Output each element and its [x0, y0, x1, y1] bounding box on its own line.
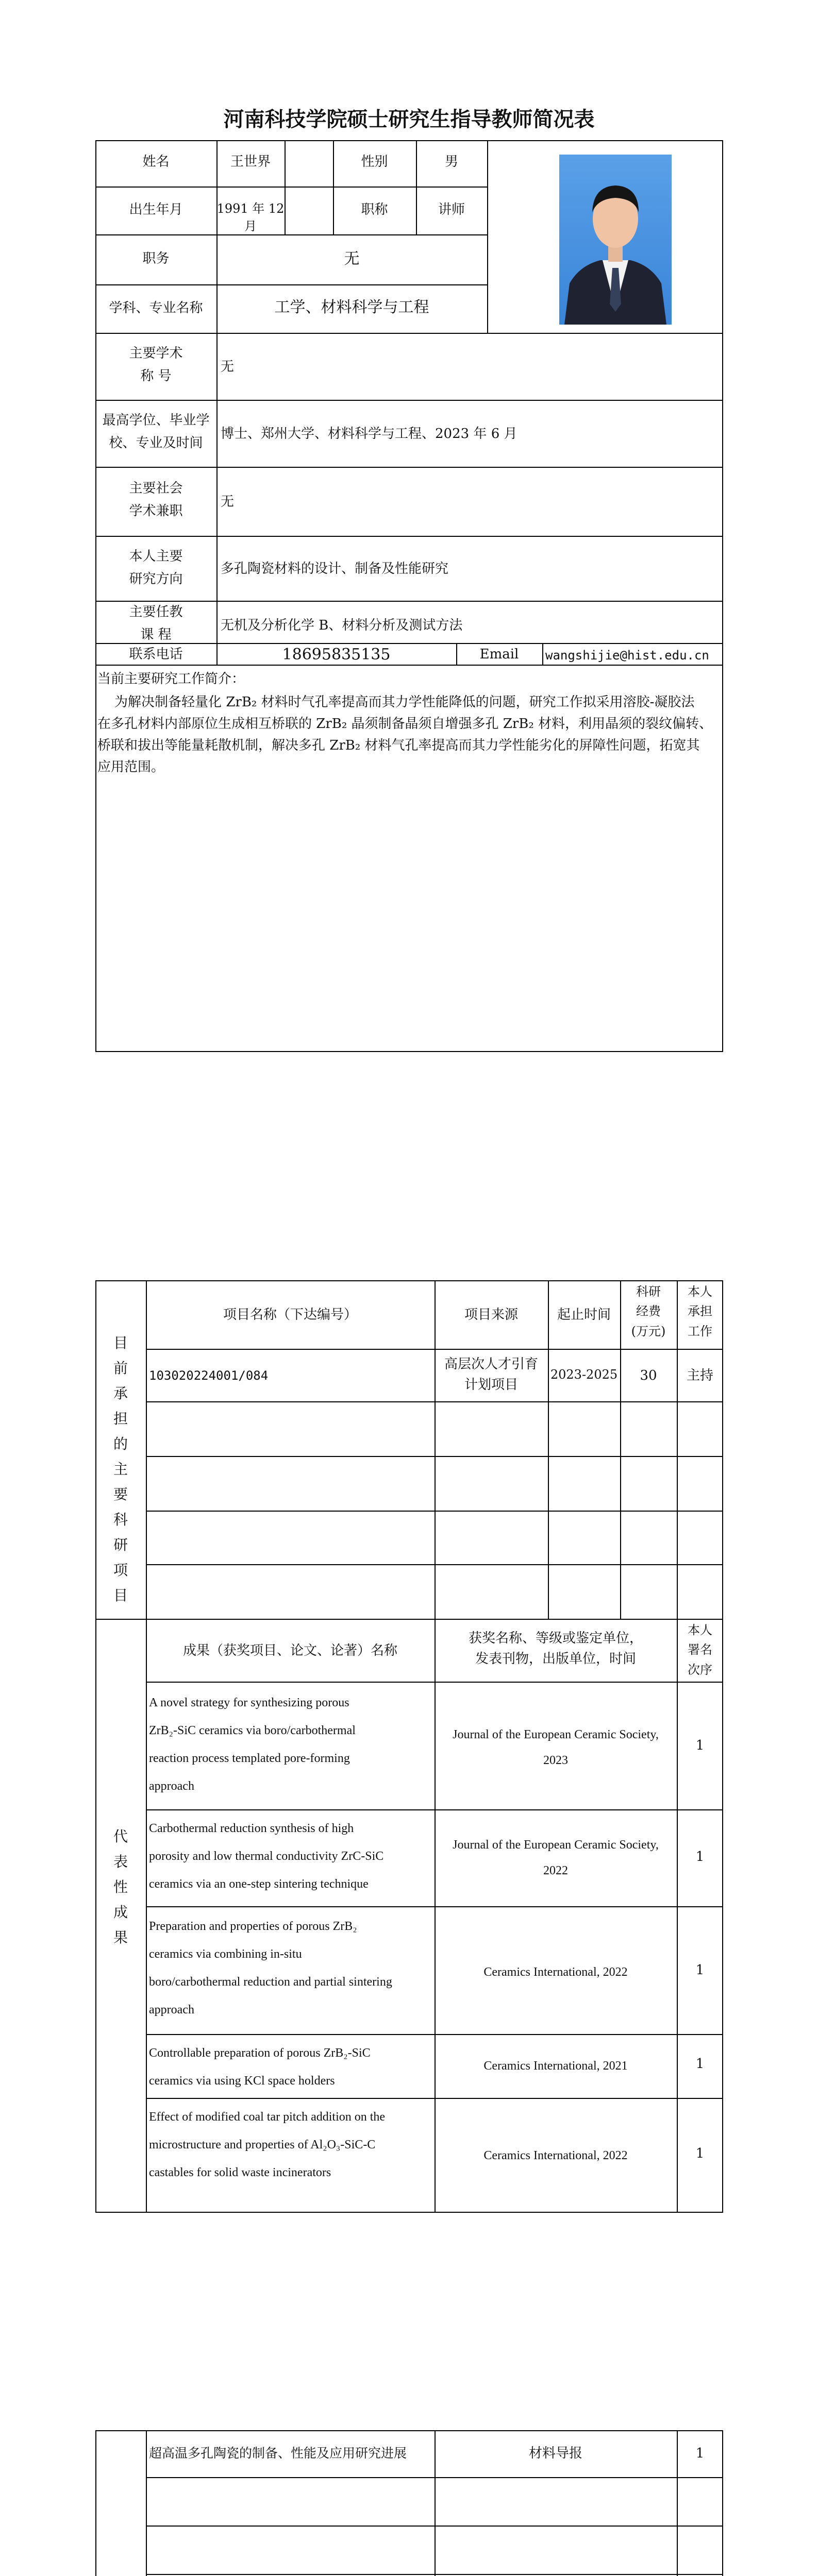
title-value: 讲师: [438, 202, 465, 217]
projects-header-name: 项目名称（下达编号）: [223, 1307, 357, 1323]
project-role: 主持: [686, 1368, 713, 1383]
achievements-header-name: 成果（获奖项目、论文、论著）名称: [182, 1643, 397, 1658]
academic-value: 无: [221, 359, 235, 375]
post-value: 无: [344, 250, 360, 268]
field-label: 学科、专业名称: [109, 300, 203, 316]
name-label: 姓名: [142, 154, 170, 170]
social-label: 主要社会 学术兼职: [129, 481, 183, 519]
birth-label: 出生年月: [129, 202, 183, 217]
social-value: 无: [221, 494, 235, 510]
email-label: Email: [479, 647, 519, 662]
achievement-title: Preparation and properties of porous ZrB₂ ceramics via combining in-situ boro/carbothermal reduction and partial sintering approach: [149, 1920, 392, 2016]
achievement-venue: Journal of the European Ceramic Society, 2022: [453, 1838, 659, 1878]
achievement-title: Effect of modified coal tar pitch addition on the microstructure and properties of Al₂O₃-SiC-C castables for solid waste incinerators: [149, 2110, 386, 2179]
project-source: 高层次人才引育 计划项目: [444, 1357, 538, 1393]
summary-line: 在多孔材料内部原位生成相互桥联的 ZrB₂ 晶须制备晶须自增强多孔 ZrB₂ 材料，利用晶须的裂纹偏转、: [97, 716, 713, 732]
achievement-venue: Ceramics International, 2022: [483, 1965, 628, 1979]
projects-side-label: 目 前 承 担 的 主 要 科 研 项 目: [113, 1334, 128, 1604]
achievement-rank: 1: [695, 2056, 705, 2072]
projects-header-period: 起止时间: [557, 1307, 611, 1323]
achievement-venue: Ceramics International, 2021: [483, 2059, 628, 2073]
achievement-venue: Ceramics International, 2022: [483, 2149, 628, 2162]
achievement-rank: 1: [695, 1849, 705, 1865]
project-period: 2023-2025: [550, 1367, 618, 1382]
summary-heading: 当前主要研究工作简介：: [97, 671, 245, 687]
name-value: 王世界: [230, 154, 271, 170]
research-value: 多孔陶瓷材料的设计、制备及性能研究: [221, 561, 449, 577]
research-label: 本人主要 研究方向: [129, 549, 183, 587]
achievements-header-venue: 获奖名称、等级或鉴定单位， 发表刊物，出版单位，时间: [468, 1631, 643, 1667]
achievement-extra-title: 超高温多孔陶瓷的制备、性能及应用研究进展: [149, 2446, 407, 2461]
teacher-photo: [559, 155, 672, 325]
achievement-extra-venue: 材料导报: [528, 2446, 582, 2461]
summary-line: 应用范围。: [97, 759, 165, 775]
degree-value: 博士、郑州大学、材料科学与工程、2023 年 6 月: [221, 426, 517, 442]
achievement-rank: 1: [695, 2146, 705, 2161]
courses-value: 无机及分析化学 B、材料分析及测试方法: [221, 618, 463, 633]
degree-label: 最高学位、毕业学 校、专业及时间: [102, 413, 210, 451]
summary-body: [97, 691, 720, 778]
projects-header-source: 项目来源: [464, 1307, 518, 1323]
projects-header-role: 本人 承担 工作: [688, 1284, 712, 1338]
achievement-title: A novel strategy for synthesizing porous ZrB₂-SiC ceramics via boro/carbothermal reaction process templated pore-forming approach: [149, 1696, 356, 1793]
achievement-title: Controllable preparation of porous ZrB₂-SiC ceramics via using KCl space holders: [149, 2046, 371, 2088]
projects-header-funding: 科研 经费 (万元): [631, 1284, 666, 1338]
post-label: 职务: [142, 251, 170, 266]
field-value: 工学、材料科学与工程: [274, 298, 429, 316]
summary-line: 桥联和拔出等能量耗散机制，解决多孔 ZrB₂ 材料气孔率提高而其力学性能劣化的屏障性问题，拓宽其: [97, 738, 700, 754]
project-name: 103020224001/084: [149, 1368, 269, 1383]
gender-label: 性别: [361, 154, 388, 170]
academic-label: 主要学术 称 号: [129, 346, 183, 384]
achievement-title: Carbothermal reduction synthesis of high porosity and low thermal conductivity ZrC-SiC ceramics via an one-step sintering technique: [149, 1822, 384, 1891]
achievement-extra-rank: 1: [695, 2446, 705, 2461]
title-label: 职称: [361, 202, 388, 217]
project-funding: 30: [640, 1368, 657, 1383]
achievement-rank: 1: [695, 1738, 705, 1753]
email-value: wangshijie@hist.edu.cn: [545, 648, 709, 663]
achievement-rank: 1: [695, 1962, 705, 1978]
achievement-venue: Journal of the European Ceramic Society, 2023: [453, 1728, 659, 1768]
birth-value: 1991 年 12 月: [216, 201, 285, 233]
courses-label: 主要任教 课 程: [129, 604, 183, 643]
summary-line: 为解决制备轻量化 ZrB₂ 材料时气孔率提高而其力学性能降低的问题，研究工作拟采用溶胶-凝胶法: [97, 694, 695, 710]
phone-label: 联系电话: [129, 647, 183, 662]
achievements-header-rank: 本人 署名 次序: [688, 1623, 712, 1677]
phone-value: 18695835135: [282, 646, 391, 664]
achievements-side-label: 代 表 性 成 果: [113, 1828, 128, 1946]
page-title: 河南科技学院硕士研究生指导教师简况表: [223, 108, 595, 131]
gender-value: 男: [444, 154, 458, 170]
